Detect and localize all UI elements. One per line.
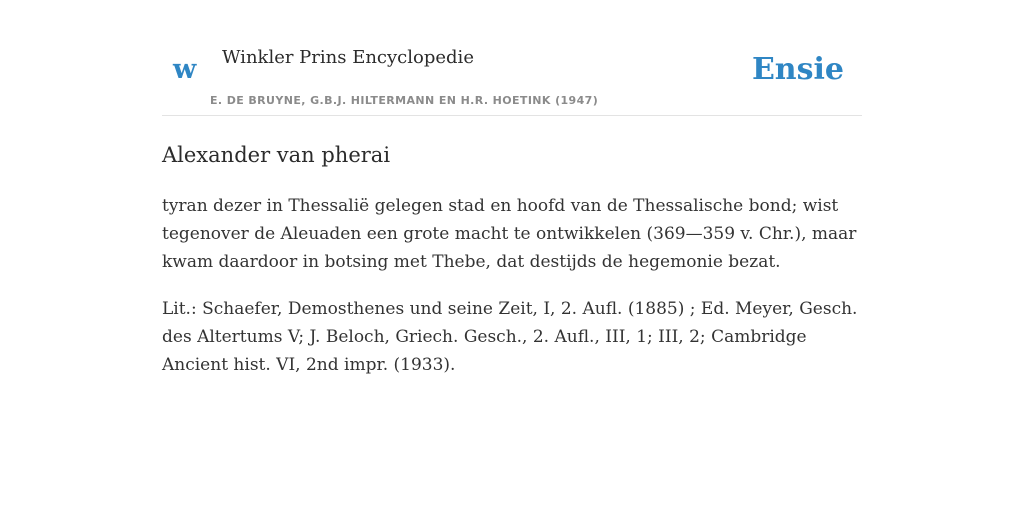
site-title: Winkler Prins Encyclopedie bbox=[222, 47, 474, 68]
header bbox=[162, 0, 862, 116]
article-paragraph-literature: Lit.: Schaefer, Demosthenes und seine Zeit, I, 2. Aufl. (1885) ; Ed. Meyer, Gesch. des Altertums V; J. Beloch, Griech. Gesch., 2. Aufl., III, 1; III, 2; Cambridge Ancient hist. VI, 2nd impr. (1933). bbox=[162, 299, 858, 375]
authors-line: E. DE BRUYNE, G.B.J. HILTERMANN EN H.R. HOETINK (1947) bbox=[210, 94, 599, 107]
article-title: Alexander van pherai bbox=[162, 143, 391, 167]
page-container bbox=[162, 0, 862, 512]
ensie-logo[interactable]: Ensie bbox=[751, 52, 844, 87]
winkler-prins-logo[interactable]: w bbox=[173, 54, 197, 85]
article-paragraph-definition: tyran dezer in Thessalië gelegen stad en hoofd van de Thessalische bond; wist tegenover de Aleuaden een grote macht te ontwikkelen (369—359 v. Chr.), maar kwam daardoor in botsing met Thebe, dat destijds de hegemonie bezat. bbox=[162, 196, 857, 272]
